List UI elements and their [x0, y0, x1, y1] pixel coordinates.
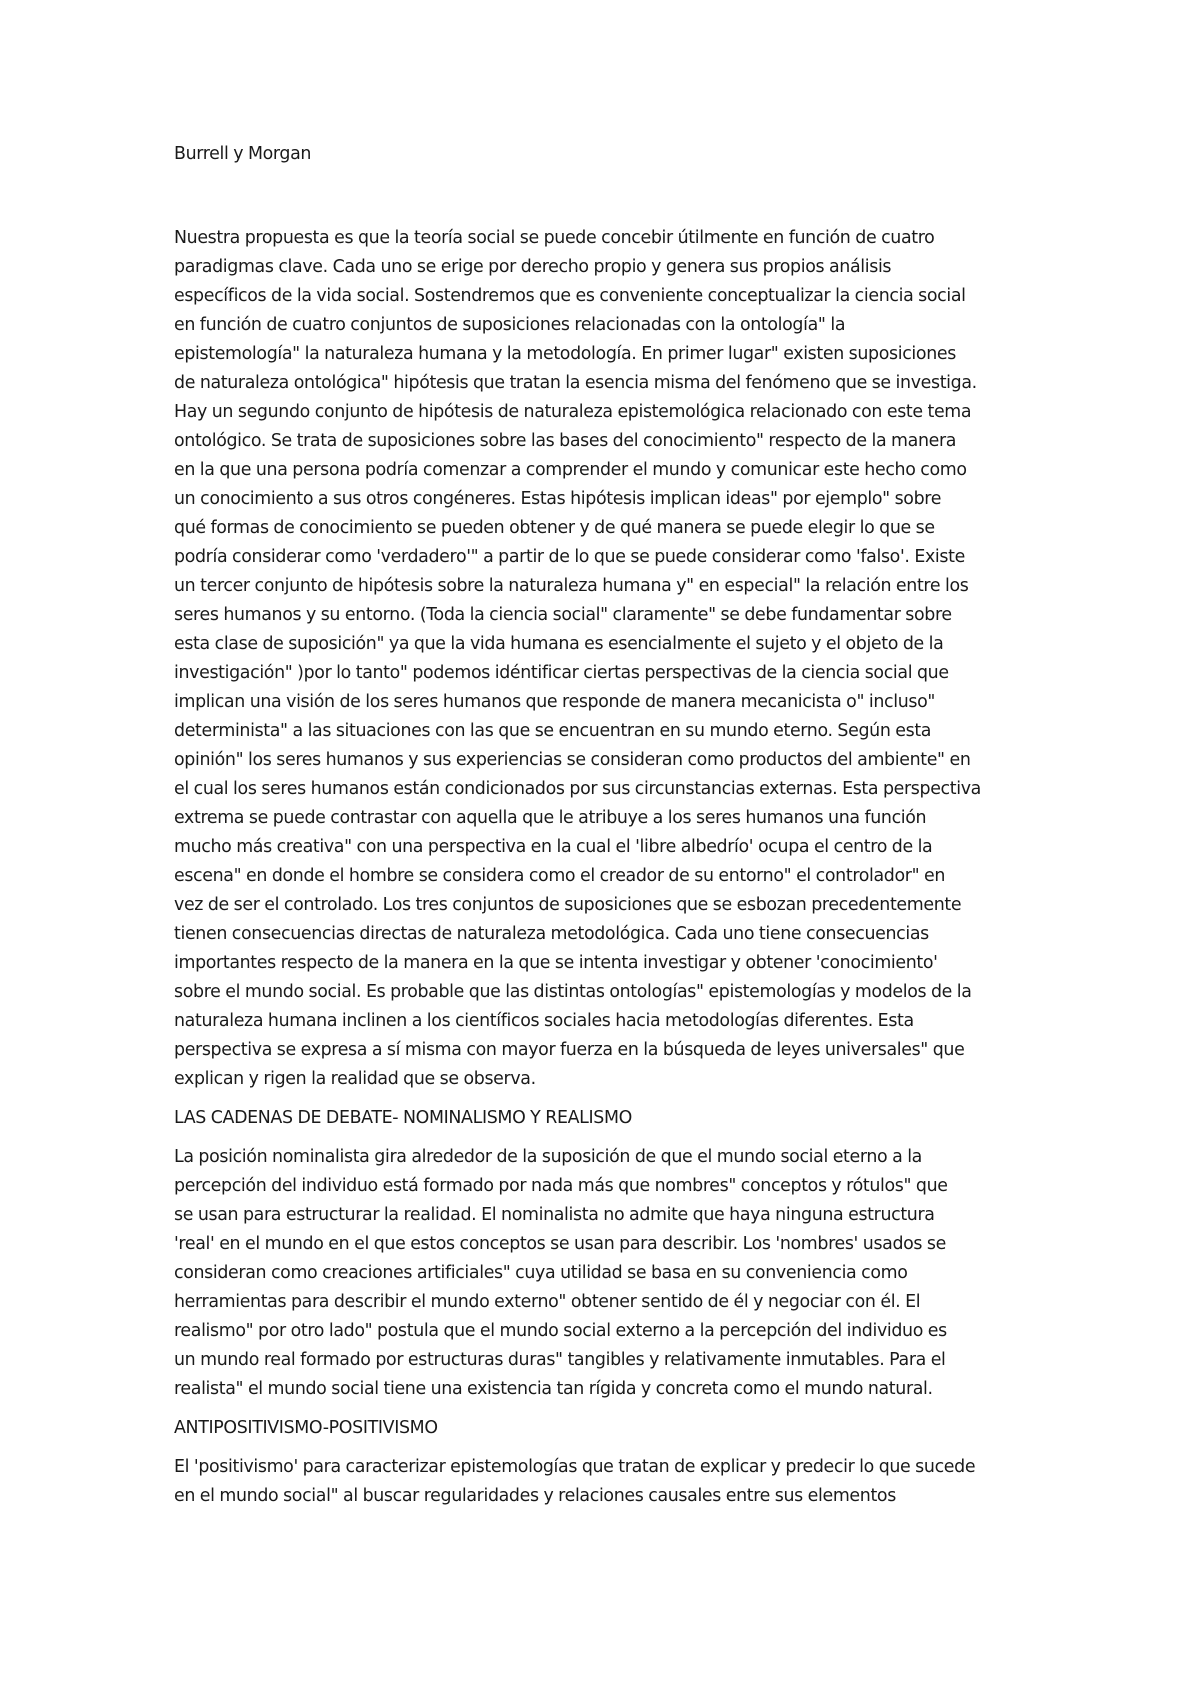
paragraph-line: vez de ser el controlado. Los tres conjuntos de suposiciones que se esbozan precedentemente — [174, 895, 962, 915]
paragraph-line: qué formas de conocimiento se pueden obtener y de qué manera se puede elegir lo que se — [174, 518, 935, 538]
paragraph-line: Nuestra propuesta es que la teoría social se puede concebir útilmente en función de cuatro — [174, 228, 935, 248]
paragraph-line: en la que una persona podría comenzar a comprender el mundo y comunicar este hecho como — [174, 460, 967, 480]
section-heading: ANTIPOSITIVISMO-POSITIVISMO — [174, 1418, 438, 1438]
paragraph-line: herramientas para describir el mundo externo" obtener sentido de él y negociar con él. El — [174, 1292, 921, 1312]
paragraph-line: percepción del individuo está formado por nada más que nombres" conceptos y rótulos" que — [174, 1176, 948, 1196]
paragraph-line: de naturaleza ontológica" hipótesis que tratan la esencia misma del fenómeno que se investiga. — [174, 373, 977, 393]
paragraph-line: consideran como creaciones artificiales" cuya utilidad se basa en su conveniencia como — [174, 1263, 908, 1283]
paragraph-line: naturaleza humana inclinen a los científicos sociales hacia metodologías diferentes. Esta — [174, 1011, 914, 1031]
paragraph-line: un tercer conjunto de hipótesis sobre la naturaleza humana y" en especial" la relación entre los — [174, 576, 969, 596]
paragraph-line: ontológico. Se trata de suposiciones sobre las bases del conocimiento" respecto de la manera — [174, 431, 957, 451]
paragraph-line: específicos de la vida social. Sostendremos que es conveniente conceptualizar la ciencia social — [174, 286, 966, 306]
paragraph-line: tienen consecuencias directas de naturaleza metodológica. Cada uno tiene consecuencias — [174, 924, 929, 944]
paragraph-line: Hay un segundo conjunto de hipótesis de naturaleza epistemológica relacionado con este tema — [174, 402, 972, 422]
paragraph-line: importantes respecto de la manera en la que se intenta investigar y obtener 'conocimiento' — [174, 953, 938, 973]
paragraph-line: 'real' en el mundo en el que estos conceptos se usan para describir. Los 'nombres' usados se — [174, 1234, 946, 1254]
paragraph-line: esta clase de suposición" ya que la vida humana es esencialmente el sujeto y el objeto de la — [174, 634, 944, 654]
paragraph-line: escena" en donde el hombre se considera como el creador de su entorno" el controlador" en — [174, 866, 946, 886]
paragraph-line: en el mundo social" al buscar regularidades y relaciones causales entre sus elementos — [174, 1486, 896, 1506]
paragraph-positivism — [174, 1453, 1044, 1511]
paragraph-line: seres humanos y su entorno. (Toda la ciencia social" claramente" se debe fundamentar sobre — [174, 605, 952, 625]
paragraph-line: investigación" )por lo tanto" podemos idéntificar ciertas perspectivas de la ciencia social que — [174, 663, 949, 683]
paragraph-line: se usan para estructurar la realidad. El nominalista no admite que haya ninguna estructura — [174, 1205, 935, 1225]
paragraph-line: paradigmas clave. Cada uno se erige por derecho propio y genera sus propios análisis — [174, 257, 892, 277]
paragraph-line: perspectiva se expresa a sí misma con mayor fuerza en la búsqueda de leyes universales" que — [174, 1040, 965, 1060]
paragraph-line: el cual los seres humanos están condicionados por sus circunstancias externas. Esta perspectiva — [174, 779, 981, 799]
paragraph-line: realista" el mundo social tiene una existencia tan rígida y concreta como el mundo natural. — [174, 1379, 933, 1399]
paragraph-line: un mundo real formado por estructuras duras" tangibles y relativamente inmutables. Para el — [174, 1350, 946, 1370]
paragraph-intro — [174, 224, 1044, 1094]
paragraph-line: opinión" los seres humanos y sus experiencias se consideran como productos del ambiente" en — [174, 750, 971, 770]
paragraph-line: realismo" por otro lado" postula que el mundo social externo a la percepción del individuo es — [174, 1321, 947, 1341]
paragraph-line: La posición nominalista gira alrededor de la suposición de que el mundo social eterno a la — [174, 1147, 922, 1167]
paragraph-line: en función de cuatro conjuntos de suposiciones relacionadas con la ontología" la — [174, 315, 846, 335]
paragraph-line: determinista" a las situaciones con las que se encuentran en su mundo eterno. Según esta — [174, 721, 932, 741]
paragraph-line: explican y rigen la realidad que se observa. — [174, 1069, 536, 1089]
paragraph-line: epistemología" la naturaleza humana y la metodología. En primer lugar" existen suposiciones — [174, 344, 956, 364]
paragraph-line: mucho más creativa" con una perspectiva en la cual el 'libre albedrío' ocupa el centro de la — [174, 837, 933, 857]
paragraph-line: extrema se puede contrastar con aquella que le atribuye a los seres humanos una función — [174, 808, 927, 828]
section-heading: LAS CADENAS DE DEBATE- NOMINALISMO Y REALISMO — [174, 1108, 632, 1128]
paragraph-line: implican una visión de los seres humanos que responde de manera mecanicista o" incluso" — [174, 692, 936, 712]
paragraph-nominalism — [174, 1143, 1044, 1404]
paragraph-line: podría considerar como 'verdadero'" a partir de lo que se puede considerar como 'falso'. Existe — [174, 547, 965, 567]
paragraph-line: sobre el mundo social. Es probable que las distintas ontologías" epistemologías y modelos de la — [174, 982, 972, 1002]
paragraph-line: El 'positivismo' para caracterizar epistemologías que tratan de explicar y predecir lo que sucede — [174, 1457, 976, 1477]
document-title: Burrell y Morgan — [174, 144, 312, 164]
paragraph-line: un conocimiento a sus otros congéneres. Estas hipótesis implican ideas" por ejemplo" sobre — [174, 489, 942, 509]
document-page — [174, 140, 1044, 1511]
